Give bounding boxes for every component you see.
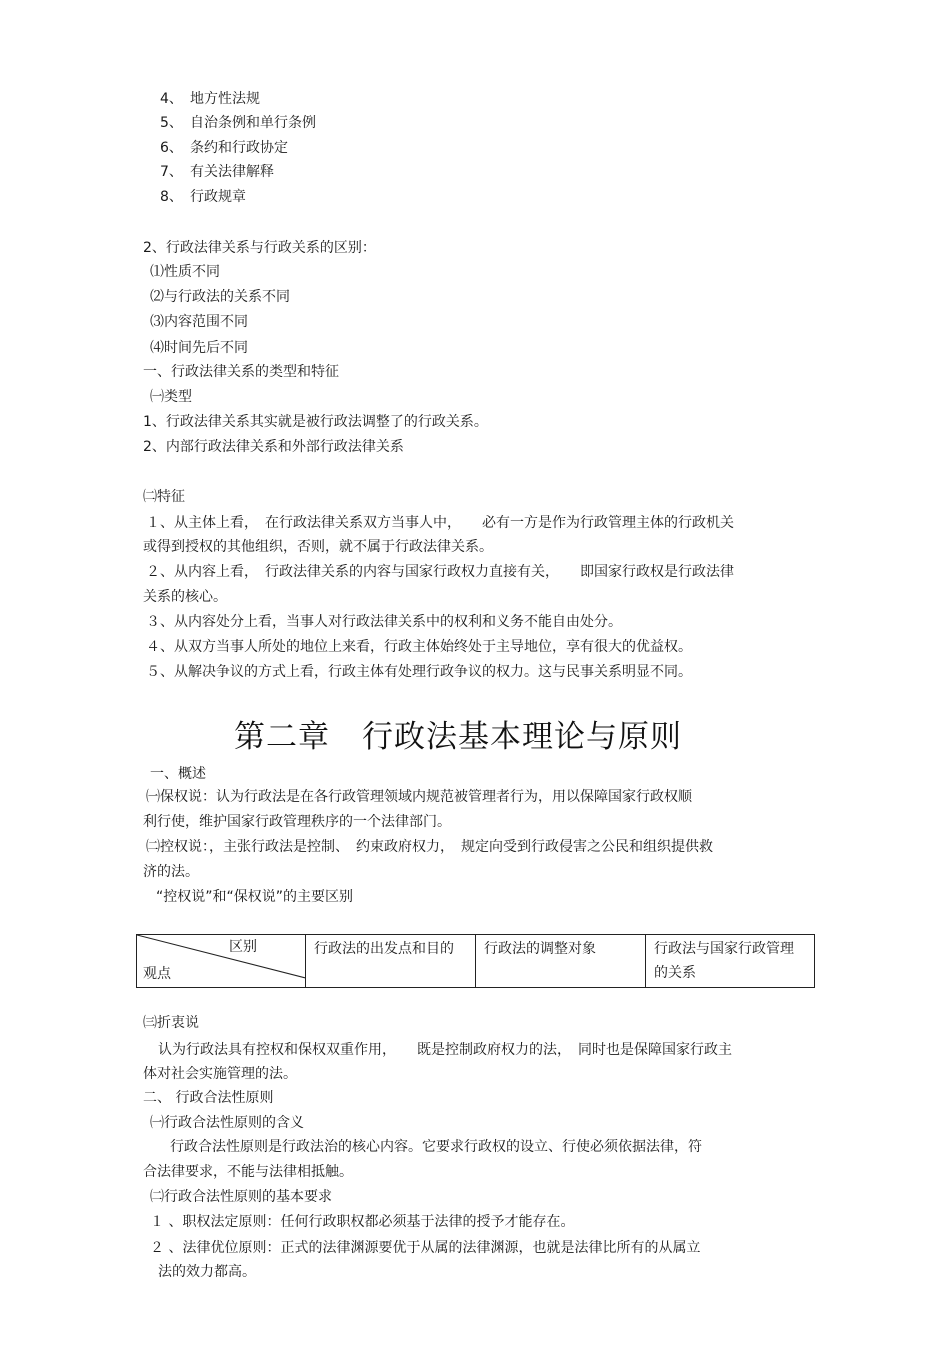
paragraph: 或得到授权的其他组织，否则，就不属于行政法律关系。	[143, 539, 493, 555]
list-item: 5、 自治条例和单行条例	[160, 115, 316, 131]
comparison-table	[136, 934, 815, 988]
list-item: 7、 有关法律解释	[160, 164, 274, 180]
list-item: ⑴性质不同	[150, 264, 220, 280]
paragraph: ５、从解决争议的方式上看，行政主体有处理行政争议的权力。这与民事关系明显不同。	[146, 664, 692, 680]
paragraph: 合法律要求，不能与法律相抵触。	[143, 1164, 353, 1180]
subsection-heading: ㈠类型	[150, 389, 192, 405]
corner-label-bottom: 观点	[143, 966, 171, 982]
list-item: 4、 地方性法规	[160, 91, 260, 107]
paragraph: ２、从内容上看， 行政法律关系的内容与国家行政权力直接有关， 即国家行政权是行政法律	[146, 564, 734, 580]
paragraph: ３、从内容处分上看，当事人对行政法律关系中的权利和义务不能自由处分。	[146, 614, 622, 630]
paragraph: ２ 、法律优位原则：正式的法律渊源要优于从属的法律渊源，也就是法律比所有的从属立	[150, 1240, 701, 1256]
paragraph: 2、内部行政法律关系和外部行政法律关系	[143, 439, 404, 455]
table-header-cell: 行政法与国家行政管理的关系	[646, 935, 815, 988]
subsection-heading: ㈡行政合法性原则的基本要求	[150, 1189, 332, 1205]
list-item: ⑷时间先后不同	[150, 340, 248, 356]
subsection-heading: ㈢折衷说	[143, 1015, 199, 1031]
paragraph: 1、行政法律关系其实就是被行政法调整了的行政关系。	[143, 414, 488, 430]
paragraph: 法的效力都高。	[158, 1264, 256, 1280]
paragraph: 行政合法性原则是行政法治的核心内容。它要求行政权的设立、行使必须依据法律，符	[170, 1139, 702, 1155]
paragraph: １ 、职权法定原则：任何行政职权都必须基于法律的授予才能存在。	[150, 1214, 575, 1230]
list-item: ⑶内容范围不同	[150, 314, 248, 330]
paragraph: 认为行政法具有控权和保权双重作用， 既是控制政府权力的法， 同时也是保障国家行政主	[158, 1042, 732, 1058]
section-heading: 一、概述	[150, 766, 206, 782]
corner-label-top: 区别	[229, 939, 257, 955]
subsection-heading: ㈠行政合法性原则的含义	[150, 1115, 304, 1131]
paragraph: ㈡控权说：，主张行政法是控制、 约束政府权力， 规定向受到行政侵害之公民和组织提供救	[146, 839, 713, 855]
table-header-cell: 行政法的调整对象	[476, 935, 646, 988]
paragraph: ４、从双方当事人所处的地位上来看，行政主体始终处于主导地位，享有很大的优益权。	[146, 639, 692, 655]
paragraph: 关系的核心。	[143, 589, 227, 605]
paragraph: “控权说”和“保权说”的主要区别	[156, 889, 354, 905]
paragraph: ㈠保权说：认为行政法是在各行政管理领域内规范被管理者行为，用以保障国家行政权顺	[146, 789, 692, 805]
table-corner-cell	[137, 935, 306, 988]
chapter-title: 第二章 行政法基本理论与原则	[234, 719, 682, 755]
list-item: ⑵与行政法的关系不同	[150, 289, 290, 305]
list-item: 8、 行政规章	[160, 189, 246, 205]
section-heading: 一、行政法律关系的类型和特征	[143, 364, 339, 380]
paragraph: 利行使，维护国家行政管理秩序的一个法律部门。	[143, 814, 451, 830]
section-heading: 二、 行政合法性原则	[143, 1090, 274, 1106]
section-heading: 2、行政法律关系与行政关系的区别：	[143, 240, 376, 256]
paragraph: 体对社会实施管理的法。	[143, 1066, 297, 1082]
subsection-heading: ㈡特征	[143, 489, 185, 505]
list-item: 6、 条约和行政协定	[160, 140, 288, 156]
table-header-cell: 行政法的出发点和目的	[306, 935, 476, 988]
paragraph: 济的法。	[143, 864, 199, 880]
table-row	[137, 935, 815, 988]
paragraph: １、从主体上看， 在行政法律关系双方当事人中， 必有一方是作为行政管理主体的行政机关	[146, 515, 734, 531]
